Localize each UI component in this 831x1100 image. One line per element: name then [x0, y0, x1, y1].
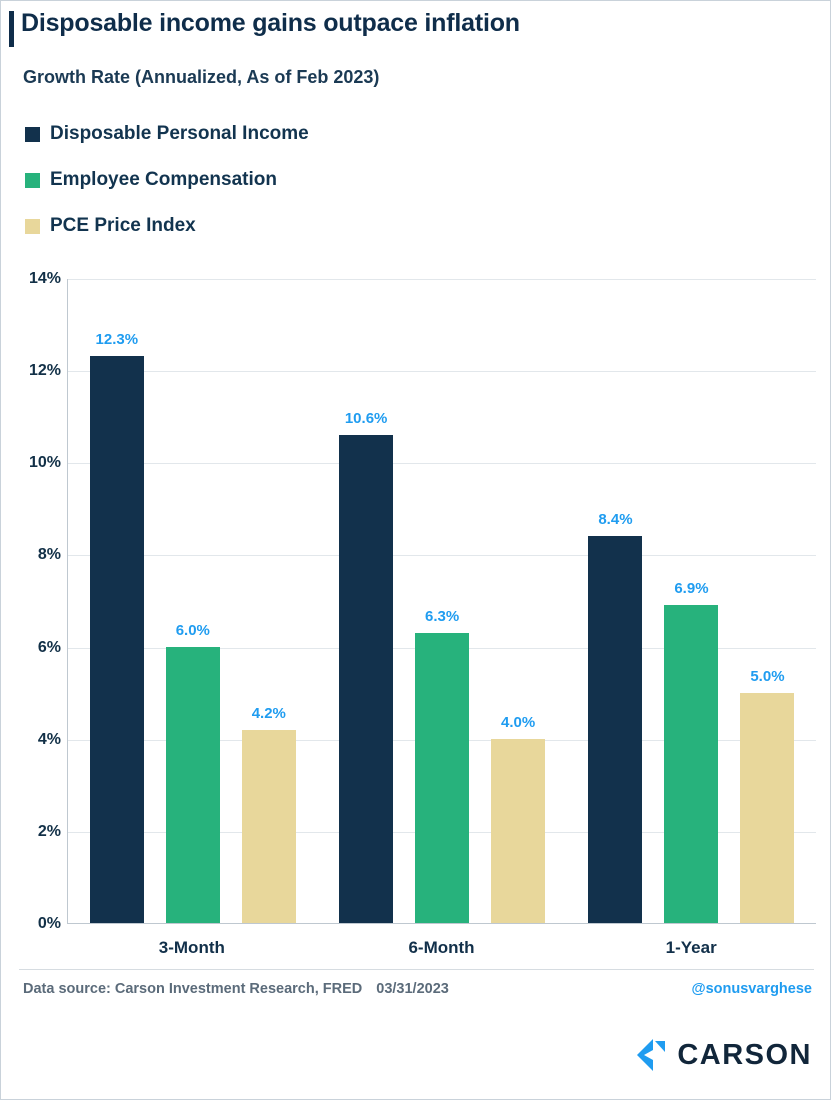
bar — [664, 605, 718, 923]
bar-groups — [68, 279, 816, 923]
bar-value-label: 5.0% — [750, 667, 785, 685]
bar-value-label: 12.3% — [95, 331, 139, 349]
bar — [166, 647, 220, 923]
y-axis-tick-label: 10% — [28, 454, 61, 472]
bar-value-label: 4.0% — [501, 713, 536, 731]
y-axis-tick-label: 2% — [37, 822, 61, 840]
carson-chevron-mark-icon — [635, 1038, 667, 1072]
x-axis-category-labels — [67, 924, 816, 964]
legend-swatch-icon — [25, 173, 40, 188]
bar-group — [68, 279, 317, 923]
legend-swatch-icon — [25, 127, 40, 142]
bar-value-label: 8.4% — [598, 511, 633, 528]
legend-label: PCE Price Index — [50, 215, 196, 236]
y-axis-tick-label: 4% — [37, 730, 61, 748]
x-axis-category-label: 1-Year — [665, 938, 717, 957]
x-axis-category-cell — [317, 924, 567, 964]
chart-subtitle: Growth Rate (Annualized, As of Feb 2023) — [23, 67, 380, 87]
bar — [339, 435, 393, 923]
title-block — [1, 9, 831, 51]
y-axis-tick-label: 0% — [37, 915, 61, 932]
y-axis-tick-labels — [1, 270, 61, 932]
legend-item — [25, 211, 525, 241]
legend-swatch-icon — [25, 219, 40, 234]
y-axis-tick-label: 8% — [37, 546, 61, 564]
plot-area — [67, 279, 816, 924]
legend-label: Disposable Personal Income — [50, 123, 309, 144]
carson-logo-text: CARSON — [677, 1038, 812, 1071]
x-axis-category-label: 6-Month — [408, 938, 475, 957]
title-accent-bar — [9, 11, 14, 47]
bar-group — [567, 279, 816, 923]
chart-legend — [25, 119, 525, 257]
legend-label: Employee Compensation — [50, 169, 277, 190]
bar-value-label: 6.0% — [175, 621, 210, 639]
page-title: Disposable income gains outpace inflation — [21, 9, 520, 37]
bar-value-label: 10.6% — [344, 409, 388, 427]
data-source-text: Data source: Carson Investment Research, FRED — [23, 981, 363, 997]
footer-divider — [19, 969, 814, 970]
x-axis-category-label: 3-Month — [158, 938, 225, 957]
bar-value-label: 6.3% — [425, 607, 460, 625]
legend-item — [25, 165, 525, 195]
bar — [588, 536, 642, 923]
bar — [415, 633, 469, 923]
author-handle[interactable]: @sonusvarghese — [691, 981, 812, 997]
legend-item — [25, 119, 525, 149]
x-axis-category-cell — [67, 924, 317, 964]
y-axis-tick-label: 14% — [28, 270, 61, 287]
bar-group — [317, 279, 566, 923]
bar — [491, 739, 545, 923]
y-axis-tick-label: 6% — [37, 638, 61, 656]
x-axis-category-cell — [566, 924, 816, 964]
bar-value-label: 6.9% — [674, 580, 709, 598]
bar — [740, 693, 794, 923]
data-source-date: 03/31/2023 — [376, 981, 449, 997]
data-source-note — [23, 981, 449, 997]
bar — [90, 356, 144, 923]
bar-value-label: 4.2% — [251, 704, 286, 722]
bar — [242, 730, 296, 924]
carson-logo — [635, 1036, 812, 1074]
y-axis-tick-label: 12% — [28, 362, 61, 380]
